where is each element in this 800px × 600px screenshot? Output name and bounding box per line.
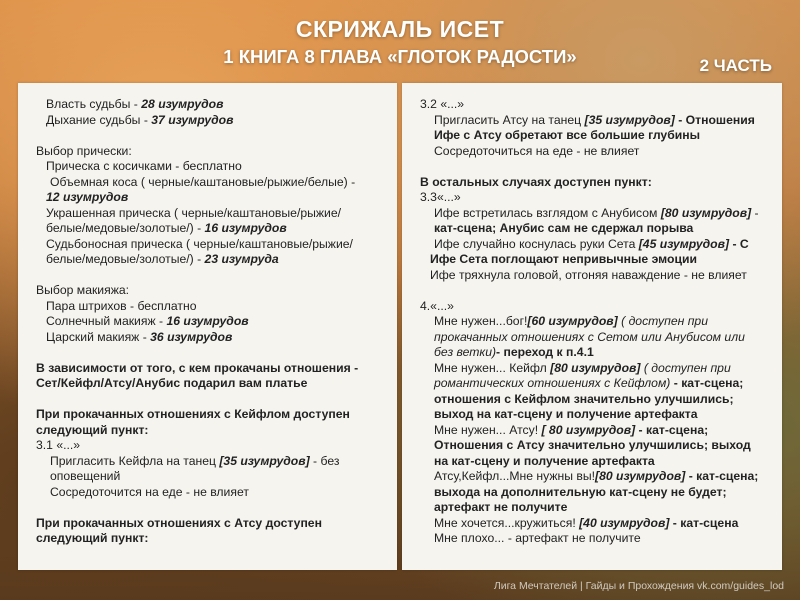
text-line: Судьбоносная прическа ( черные/каштановые/рыжие/ — [46, 236, 353, 251]
text-line: белые/медовые/золотые/) - 16 изумрудов — [46, 221, 287, 235]
text-line: Ифе с Атсу обретают все большие глубины — [434, 128, 700, 142]
text-line: Царский макияж - 36 изумрудов — [46, 329, 233, 344]
title-block — [0, 14, 800, 70]
text-line: артефакт не получите — [434, 500, 568, 514]
text-line: Пригласить Кейфла на танец [35 изумрудов] - без — [50, 453, 340, 468]
text-line: Мне плохо... - артефакт не получите — [434, 531, 641, 545]
page-subtitle: 1 КНИГА 8 ГЛАВА «ГЛОТОК РАДОСТИ» — [223, 46, 577, 67]
text-line: Мне нужен... Кейфл [80 изумрудов] ( доступен при — [434, 360, 731, 375]
text-line: В остальных случаях доступен пункт: — [420, 174, 652, 189]
text-line: прокачанных отношениях с Сетом или Анубисом или — [434, 329, 745, 344]
text-line: Атсу,Кейфл...Мне нужны вы![80 изумрудов] - кат-сцена; — [434, 469, 759, 483]
text-line: на кат-сцену и получение артефакта — [434, 453, 655, 468]
text-line: Ифе встретилась взглядом с Анубисом [80 изумрудов] - — [434, 205, 759, 220]
text-line: Сосредоточиться на еде - не влияет — [434, 143, 640, 158]
text-line: Пригласить Атсу на танец [35 изумрудов] - Отношения — [434, 112, 755, 127]
section-heading: Выбор прически: — [36, 143, 132, 158]
text-line: Объемная коса ( черные/каштановые/рыжие/белые) - — [50, 174, 356, 189]
point-number: 4.«...» — [420, 298, 454, 313]
text-line: Мне хочется...кружиться! [40 изумрудов] - кат-сцена — [434, 515, 739, 530]
left-panel — [18, 83, 397, 570]
point-number: 3.3«...» — [420, 190, 461, 204]
text-line: без ветки)- переход к п.4.1 — [434, 345, 594, 359]
text-line: В зависимости от того, с кем прокачаны отношения - — [36, 360, 359, 375]
text-line: При прокачанных отношениях с Атсу доступен — [36, 515, 322, 530]
text-line: оповещений — [50, 469, 121, 483]
text-line: Ифе случайно коснулась руки Сета [45 изумрудов] - С — [434, 236, 749, 251]
part-label: 2 ЧАСТЬ — [699, 56, 772, 75]
section-heading: Выбор макияжа: — [36, 283, 130, 297]
text-line: Мне нужен... Атсу! [ 80 изумрудов] - кат-сцена; — [434, 422, 709, 437]
text-line: Ифе Сета поглощают непривычные эмоции — [430, 252, 697, 266]
right-panel — [402, 83, 782, 570]
text-line: Дыхание судьбы - 37 изумрудов — [46, 112, 234, 127]
page-title: СКРИЖАЛЬ ИСЕТ — [295, 16, 505, 42]
text-line: При прокачанных отношениях с Кейфлом доступен — [36, 407, 350, 421]
text-line: отношения с Кейфлом значительно улучшились; — [434, 391, 734, 406]
text-line: Солнечный макияж - 16 изумрудов — [46, 314, 249, 328]
text-line: Сосредоточится на еде - не влияет — [50, 484, 249, 499]
text-line: Ифе тряхнула головой, отгоняя наваждение - не влияет — [430, 267, 747, 282]
text-line: Прическа с косичками - бесплатно — [46, 159, 242, 173]
text-line: 12 изумрудов — [46, 190, 129, 204]
text-line: Власть судьбы - 28 изумрудов — [46, 97, 224, 111]
text-line: Мне нужен...бог![60 изумрудов] ( доступен при — [434, 314, 708, 328]
text-line: Пара штрихов - бесплатно — [46, 298, 197, 313]
text-line: следующий пункт: — [36, 422, 149, 437]
text-line: Украшенная прическа ( черные/каштановые/рыжие/ — [46, 205, 341, 220]
text-line: Сет/Кейфл/Атсу/Анубис подарил вам платье — [36, 376, 308, 390]
text-line: белые/медовые/золотые/) - 23 изумруда — [46, 252, 279, 266]
point-number: 3.2 «...» — [420, 97, 465, 111]
footer-credit: Лига Мечтателей | Гайды и Прохождения vk.com/guides_lod — [493, 580, 784, 592]
text-line: романтических отношениях с Кейфлом) - кат-сцена; — [434, 376, 744, 390]
point-number: 3.1 «...» — [36, 438, 81, 452]
text-line: кат-сцена; Анубис сам не сдержал порыва — [434, 221, 694, 235]
text-line: следующий пункт: — [36, 531, 149, 545]
text-line: выход на кат-сцену и получение артефакта — [434, 407, 698, 421]
text-line: выхода на дополнительную кат-сцену не будет; — [434, 484, 727, 499]
text-line: Отношения с Атсу значительно улучшились; выход — [434, 438, 751, 452]
